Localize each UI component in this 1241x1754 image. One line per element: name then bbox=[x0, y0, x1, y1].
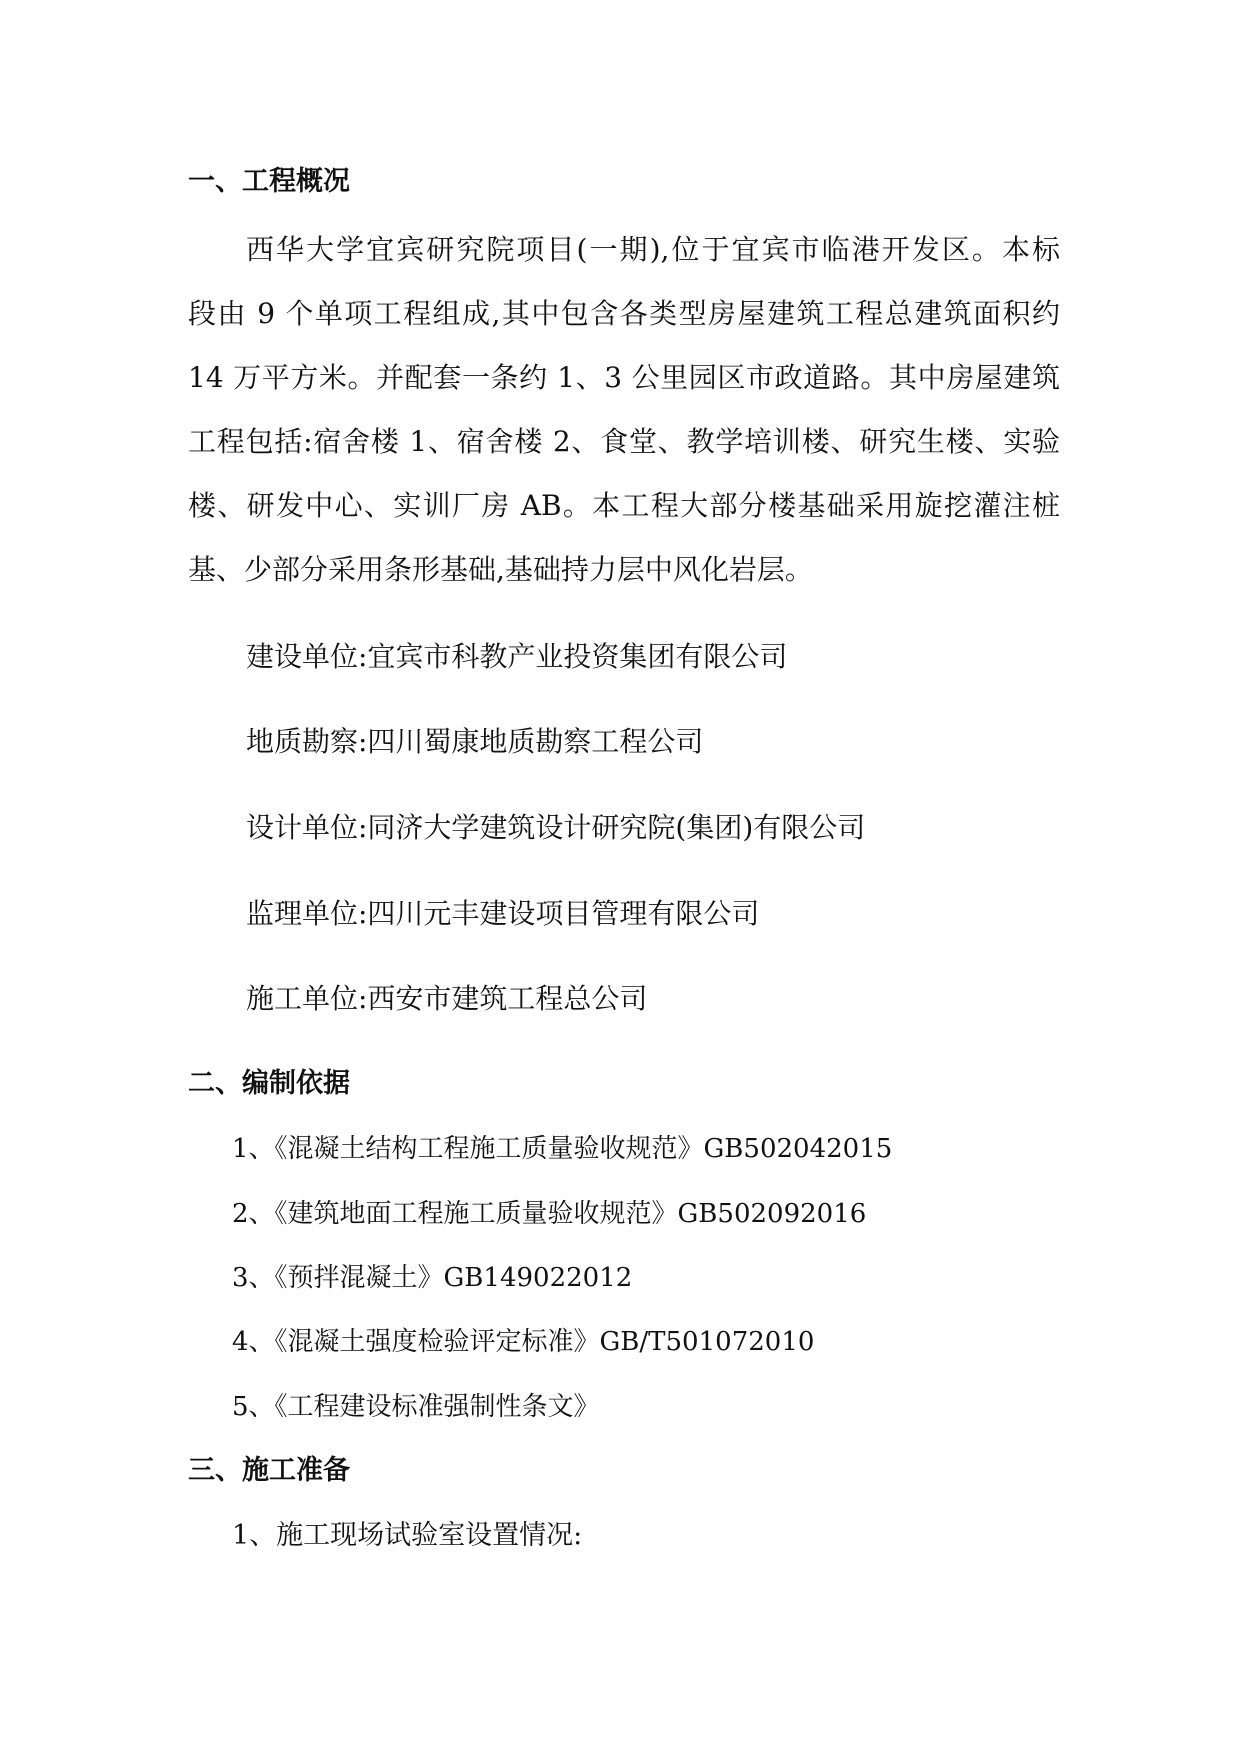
paragraph-line-3: 14 万平方米。并配套一条约 1、3 公里园区市政道路。其中房屋建筑 bbox=[188, 361, 1060, 394]
section-heading-basis: 二、编制依据 bbox=[188, 1068, 350, 1099]
preparation-item-1: 1、施工现场试验室设置情况: bbox=[232, 1520, 583, 1551]
paragraph-line-2: 段由 9 个单项工程组成,其中包含各类型房屋建筑工程总建筑面积约 bbox=[188, 297, 1060, 330]
section-heading-overview: 一、工程概况 bbox=[188, 166, 350, 197]
basis-item-1: 1、《混凝土结构工程施工质量验收规范》GB502042015 bbox=[232, 1134, 893, 1164]
construction-unit: 建设单位:宜宾市科教产业投资集团有限公司 bbox=[246, 640, 788, 673]
design-unit: 设计单位:同济大学建筑设计研究院(集团)有限公司 bbox=[246, 811, 866, 844]
paragraph-line-1: 西华大学宜宾研究院项目(一期),位于宜宾市临港开发区。本标 bbox=[246, 233, 1060, 266]
section-heading-preparation: 三、施工准备 bbox=[188, 1455, 350, 1486]
paragraph-line-5: 楼、研发中心、实训厂房 AB。本工程大部分楼基础采用旋挖灌注桩 bbox=[188, 489, 1060, 522]
basis-item-4: 4、《混凝土强度检验评定标准》GB/T501072010 bbox=[232, 1327, 815, 1357]
paragraph-line-4: 工程包括:宿舍楼 1、宿舍楼 2、食堂、教学培训楼、研究生楼、实验 bbox=[188, 425, 1060, 458]
basis-item-5: 5、《工程建设标准强制性条文》 bbox=[232, 1392, 600, 1422]
supervision-unit: 监理单位:四川元丰建设项目管理有限公司 bbox=[246, 897, 760, 930]
paragraph-line-6: 基、少部分采用条形基础,基础持力层中风化岩层。 bbox=[188, 553, 813, 586]
basis-item-3: 3、《预拌混凝土》GB149022012 bbox=[232, 1263, 633, 1293]
basis-item-2: 2、《建筑地面工程施工质量验收规范》GB502092016 bbox=[232, 1199, 867, 1229]
contractor-unit: 施工单位:西安市建筑工程总公司 bbox=[246, 982, 648, 1015]
geological-survey-unit: 地质勘察:四川蜀康地质勘察工程公司 bbox=[246, 725, 704, 758]
